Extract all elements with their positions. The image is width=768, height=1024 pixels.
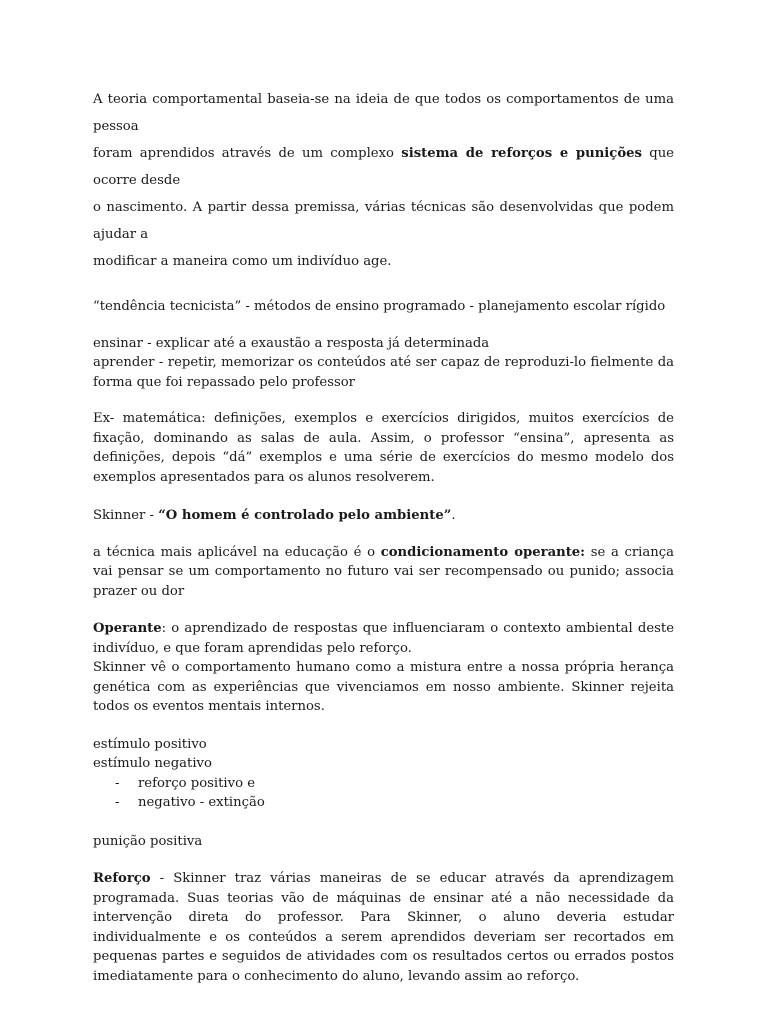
operante-term: Operante: [93, 621, 162, 636]
intro-line: A teoria comportamental baseia-se na ideia de que todos os comportamentos de uma pessoa: [93, 92, 674, 134]
intro-bold-term: sistema de reforços e punições: [401, 146, 642, 161]
list-item: [93, 793, 674, 813]
skinner-label: Skinner -: [93, 508, 159, 523]
intro-line: modificar a maneira como um indivíduo age.: [93, 254, 392, 269]
list-item: [93, 774, 674, 794]
exemplo-paragraph: Ex- matemática: definições, exemplos e exercícios dirigidos, muitos exercícios de fixação, dominando as salas de aula. Assim, o professor “ensina”, apresenta as definições, depois “dá” exemplos e uma série de exercícios do mesmo modelo dos exemplos apresentados para os alunos resolverem.: [93, 411, 674, 485]
punicao-line: punição positiva: [93, 833, 203, 849]
list-marker: -: [115, 795, 120, 810]
operante-paragraph: [93, 619, 674, 658]
estimulo-negativo: estímulo negativo: [93, 756, 212, 771]
estimulo-positivo: estímulo positivo: [93, 736, 207, 752]
tecnica-bold-term: condicionamento operante:: [380, 544, 586, 560]
reforco-paragraph: [93, 869, 674, 986]
intro-line: o nascimento. A partir dessa premissa, várias técnicas são desenvolvidas que podem ajudar a: [93, 200, 674, 242]
ensinar-line: ensinar - explicar até a exaustão a resposta já determinada: [93, 335, 490, 351]
reforco-term: Reforço: [93, 871, 151, 886]
intro-text: que ocorre desde: [93, 146, 674, 188]
tecnica-text: se a criança vai pensar se um comportamento no futuro vai ser recompensado ou punido; associa prazer ou dor: [93, 544, 674, 599]
document-page: [93, 86, 674, 986]
tecnica-text: a técnica mais aplicável na educação é o: [93, 544, 381, 560]
estimulo-list: [93, 774, 674, 813]
intro-paragraph: [93, 86, 674, 275]
list-marker: -: [115, 775, 120, 791]
intro-line: [93, 140, 674, 194]
aprender-paragraph: aprender - repetir, memorizar os conteúdos até ser capaz de reproduzi-lo fielmente da forma que foi repassado pelo professor: [93, 355, 674, 390]
skinner-quote-line: [93, 506, 674, 526]
list-item-text: negativo - extinção: [138, 795, 265, 810]
list-item-text: reforço positivo e: [138, 775, 256, 791]
reforco-text: - Skinner traz várias maneiras de se educar através da aprendizagem programada. Suas teorias vão de máquinas de ensinar até a não necessidade da intervenção direta do professor. Para Skinner, o aluno deveria estudar individualmente e os conteúdos a serem aprendidos deveriam ser recortados em pequenas partes e seguidos de atividades com os resultados certos ou errados postos imediatamente para o conhecimento do aluno, levando assim ao reforço.: [93, 871, 674, 984]
intro-text: foram aprendidos através de um complexo: [93, 146, 402, 161]
skinner-ve-paragraph: Skinner vê o comportamento humano como a mistura entre a nossa própria herança genética com as experiências que vivenciamos em nosso ambiente. Skinner rejeita todos os eventos mentais internos.: [93, 660, 674, 714]
punctuation: .: [451, 508, 456, 523]
skinner-quote: “O homem é controlado pelo ambiente”: [158, 508, 452, 523]
operante-text: : o aprendizado de respostas que influenciaram o contexto ambiental deste indivíduo, e que foram aprendidas pelo reforço.: [93, 621, 674, 656]
tendencia-line: “tendência tecnicista” - métodos de ensino programado - planejamento escolar rígido: [93, 299, 666, 314]
tecnica-paragraph: [93, 543, 674, 602]
